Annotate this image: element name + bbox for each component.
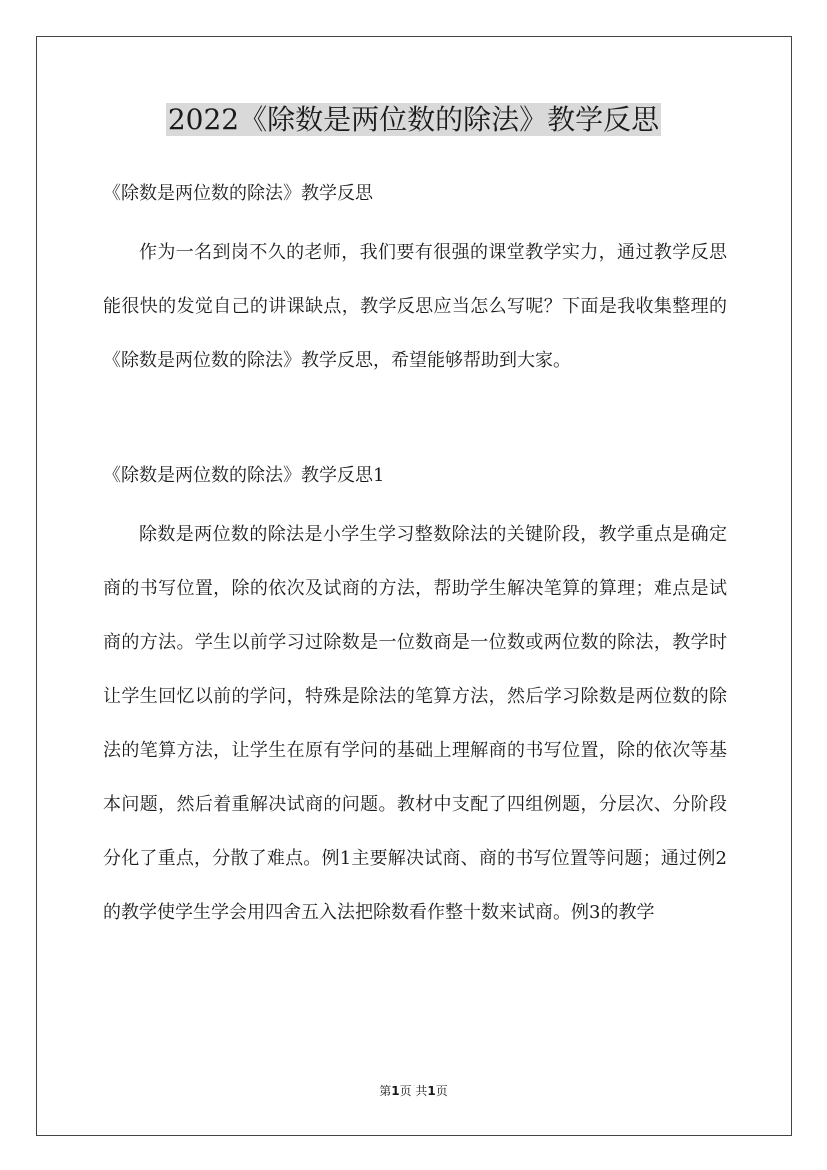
subtitle: 《除数是两位数的除法》教学反思 [103,183,373,204]
footer-suffix: 页 [435,1084,448,1098]
footer-current-page: 1 [391,1084,400,1098]
footer-prefix: 第 [379,1084,392,1098]
title-highlight: 2022《除数是两位数的除法》教学反思 [167,103,660,136]
section-heading: 《除数是两位数的除法》教学反思1 [103,465,385,486]
intro-paragraph: 作为一名到岗不久的老师，我们要有很强的课堂教学实力，通过教学反思能很快的发觉自己的讲课缺点，教学反思应当怎么写呢？下面是我收集整理的《除数是两位数的除法》教学反思，希望能够帮助到大家。 [103,242,727,371]
document-title [0,100,827,140]
footer-mid: 页 共 [399,1084,428,1098]
footer-total-pages: 1 [427,1084,436,1098]
page-footer [0,1083,827,1099]
document-body [103,172,727,940]
section-paragraph: 除数是两位数的除法是小学生学习整数除法的关键阶段，教学重点是确定商的书写位置，除的依次及试商的方法，帮助学生解决笔算的算理；难点是试商的方法。学生以前学习过除数是一位数商是一位数或两位数的除法，教学时让学生回忆以前的学问，特殊是除法的笔算方法，然后学习除数是两位数的除法的笔算方法，让学生在原有学问的基础上理解商的书写位置，除的依次等基本问题，然后着重解决试商的问题。教材中支配了四组例题，分层次、分阶段分化了重点，分散了难点。例1主要解决试商、商的书写位置等问题；通过例2的教学使学生学会用四舍五入法把除数看作整十数来试商。例3的教学 [103,524,727,923]
